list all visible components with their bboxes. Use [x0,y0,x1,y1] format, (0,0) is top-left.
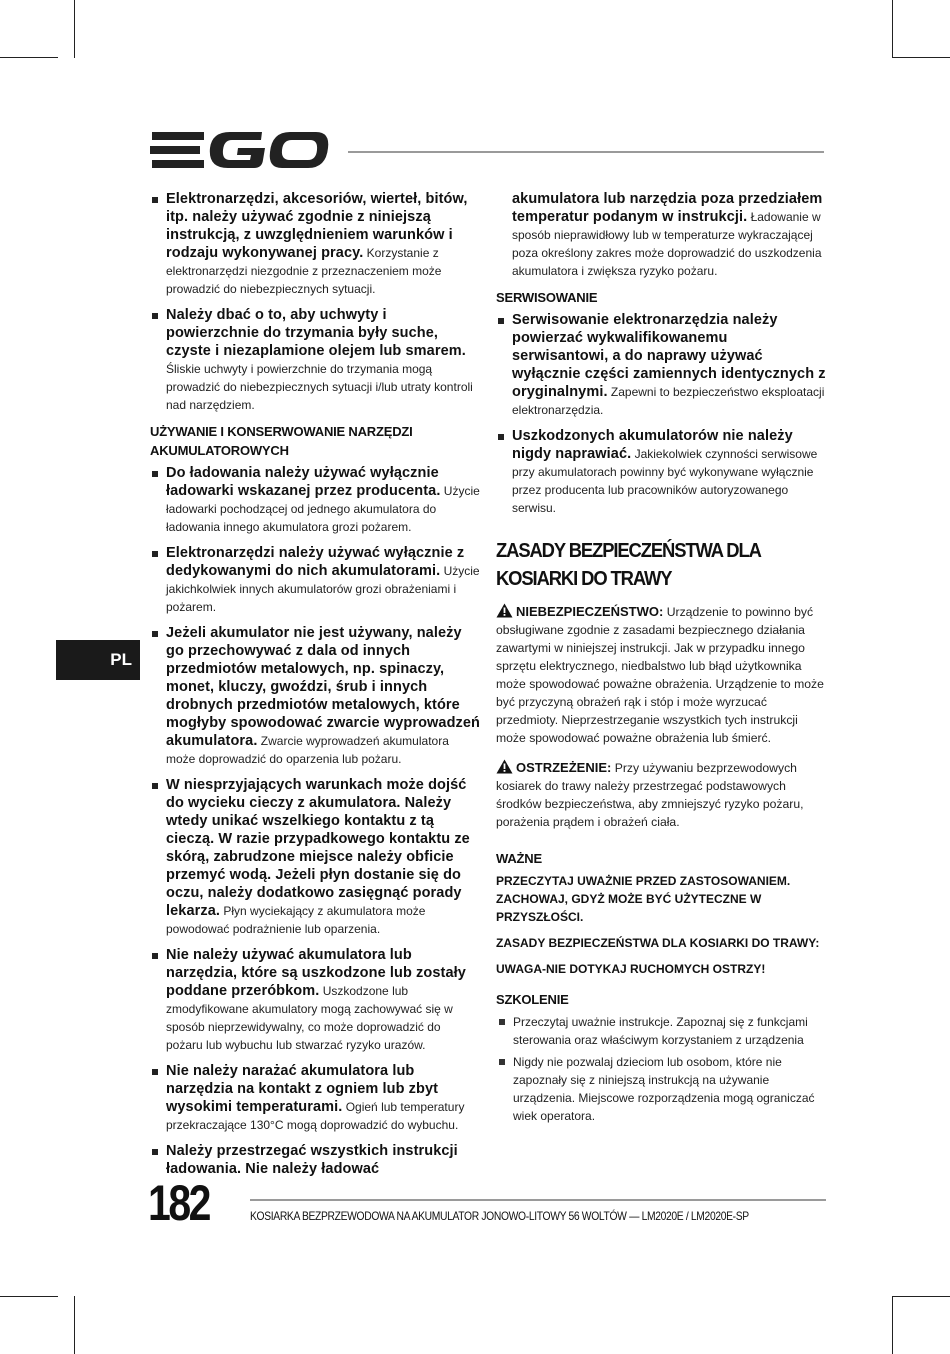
footer-text: KOSIARKA BEZPRZEWODOWA NA AKUMULATOR JONOWO-LITOWY 56 WOLTÓW — LM2020E / LM2020E-SP [250,1209,749,1223]
crop-mark [892,57,950,58]
crop-mark [892,1296,950,1297]
crop-mark [74,1296,75,1354]
item-bold: Nie należy używać akumulatora lub narzędzia, które są uszkodzone lub zostały poddane przeróbkom. [166,947,466,999]
item-normal: Śliskie uchwyty i powierzchnie do trzymania mogą prowadzić do niebezpiecznych sytuacji i/lub utraty kontroli nad narzędziem. [166,362,473,412]
ego-logo [150,130,330,170]
header-rule [348,151,824,153]
caps-notice: UWAGA-NIE DOTYKAJ RUCHOMYCH OSTRZY! [496,962,766,976]
danger-label: NIEBEZPIECZEŃSTWO: [516,604,664,619]
item-normal: Zwarcie wyprowadzeń akumulatora może doprowadzić do oparzenia lub pożaru. [166,734,449,766]
item-normal: Użycie jakichkolwiek innych akumulatorów grozi obrażeniami i pożarem. [166,564,480,614]
list-item [150,1062,480,1134]
item-normal: Uszkodzone lub zmodyfikowane akumulatory mogą zachowywać się w sposób nieprzewidywalny, co może doprowadzić do pożaru lub wybuchu lub stwarzać ryzyko urazów. [166,984,453,1052]
item-bold: Jeżeli akumulator nie jest używany, należy go przechowywać z dala od innych przedmiotów metalowych, np. spinaczy, monet, kluczy, gwoździ, śrub i innych drobnych przedmiotów metalowych, które mogłyby spowodować zwarcie wyprowadzeń akumulatora. [166,625,481,749]
item-bold: Należy przestrzegać wszystkich instrukcji ładowania. Nie należy ładować [166,1143,458,1177]
item-bold: akumulatora lub narzędzia poza przedziałem temperatur podanym w instrukcji. [512,191,823,225]
crop-mark [892,1296,893,1354]
subheading-training: SZKOLENIE [496,992,569,1007]
item-normal: Użycie ładowarki pochodzącej od jednego akumulatora do ładowania innego akumulatora grozi pożarem. [166,484,480,534]
item-normal: Jakiekolwiek czynności serwisowe przy akumulatorach powinny być wykonywane wyłącznie przez producenta lub pracowników autoryzowanego serwisu. [512,447,818,515]
section-title: ZASADY BEZPIECZEŃSTWA DLA KOSIARKI DO TRAWY [496,540,761,590]
item-bold: Elektronarzędzi należy używać wyłącznie z dedykowanymi do nich akumulatorami. [166,545,465,579]
list-item [496,311,826,419]
crop-mark [74,0,75,58]
list-item [150,464,480,536]
crop-mark [0,1296,58,1297]
item-bold: Elektronarzędzi, akcesoriów, wierteł, bitów, itp. należy używać zgodnie z niniejszą instrukcją, z uwzględnieniem warunków i rodzaju wykonywanej pracy. [166,191,468,261]
caps-notice: ZASADY BEZPIECZEŃSTWA DLA KOSIARKI DO TRAWY: [496,936,820,950]
item-normal: Korzystanie z elektronarzędzi niezgodnie z przeznaczeniem może prowadzić do niebezpiecznych sytuacji. [166,246,442,296]
item-normal: Zapewni to bezpieczeństwo eksploatacji elektronarzędzia. [512,385,825,417]
warning-triangle-icon [496,603,513,618]
list-item [150,1142,480,1178]
item-bold: Nie należy narażać akumulatora lub narzędzia na kontakt z ogniem lub zbyt wysokimi temperaturami. [166,1063,439,1115]
caps-notice: PRZECZYTAJ UWAŻNIE PRZED ZASTOSOWANIEM. ZACHOWAJ, GDYŻ MOŻE BYĆ UŻYTECZNE W PRZYSZŁOŚCI. [496,874,791,924]
list-item [496,427,826,517]
warning-paragraph [496,759,826,831]
list-item [150,306,480,414]
item-bold: Uszkodzonych akumulatorów nie należy nigdy naprawiać. [512,428,793,462]
subheading-battery: UŻYWANIE I KONSERWOWANIE NARZĘDZI AKUMULATOROWYCH [150,424,413,458]
list-item: Przeczytaj uważnie instrukcje. Zapoznaj się z funkcjami sterowania oraz właściwym korzystaniem z urządzenia [496,1013,826,1049]
item-bold: W niesprzyjających warunkach może dojść do wycieku cieczy z akumulatora. Należy wtedy unikać wszelkiego kontaktu z tą cieczą. W razie przypadkowego kontaktu ze skórą, zabrudzone miejsce należy obficie przemyć wodą. Jeżeli płyn dostanie się do oczu, należy dodatkowo zasięgnąć porady lekarza. [166,777,470,919]
item-normal: Płyn wyciekający z akumulatora może powodować podrażnienie lub oparzenia. [166,904,426,936]
danger-text: Urządzenie to powinno być obsługiwane zgodnie z zasadami bezpiecznego działania zawartymi w niniejszej instrukcji. Jak w przypadku innego sprzętu elektrycznego, niedbalstwo lub błąd użytkownika może spowodować poważne obrażenia. Urządzenie to może być przyczyną obrażeń rąk i stóp i może wyrzucać przedmioty. Nieprzestrzeganie wszystkich tych instrukcji może spowodować poważne obrażenia lub śmierć. [496,605,824,745]
right-column [496,190,826,1129]
item-normal: Ładowanie w sposób nieprawidłowy lub w temperaturze wykraczającej poza określony zakres może doprowadzić do uszkodzenia akumulatora i zwiększa ryzyko pożaru. [512,210,822,278]
list-item [150,776,480,938]
list-item [150,190,480,298]
crop-mark [0,57,58,58]
subheading-service: SERWISOWANIE [496,290,598,305]
page-number: 182 [148,1175,210,1231]
footer-rule [250,1199,826,1201]
list-item-continuation [496,190,826,280]
warning-triangle-icon [496,759,513,774]
list-item [150,946,480,1054]
list-item: Nigdy nie pozwalaj dzieciom lub osobom, które nie zapoznały się z niniejszą instrukcją na używanie urządzenia. Miejscowe rozporządzenia mogą ograniczać wiek operatora. [496,1053,826,1125]
list-item [150,544,480,616]
item-bold: Serwisowanie elektronarzędzia należy powierzać wykwalifikowanemu serwisantowi, a do naprawy używać wyłącznie części zamiennych identycznych z oryginalnymi. [512,312,826,400]
warning-text: Przy używaniu bezprzewodowych kosiarek do trawy należy przestrzegać podstawowych środków bezpieczeństwa, aby zmniejszyć ryzyko pożaru, porażenia prądem i obrażeń ciała. [496,761,804,829]
subheading-important: WAŻNE [496,851,542,866]
warning-label: OSTRZEŻENIE: [516,760,612,775]
left-column [150,190,480,1186]
language-tab: PL [56,640,140,680]
item-normal: Ogień lub temperatury przekraczające 130°C mogą doprowadzić do wybuchu. [166,1100,465,1132]
crop-mark [892,0,893,58]
item-bold: Do ładowania należy używać wyłącznie ładowarki wskazanej przez producenta. [166,465,441,499]
item-bold: Należy dbać o to, aby uchwyty i powierzchnie do trzymania były suche, czyste i niezaplamione olejem lub smarem. [166,307,466,359]
danger-paragraph [496,603,826,747]
list-item [150,624,480,768]
